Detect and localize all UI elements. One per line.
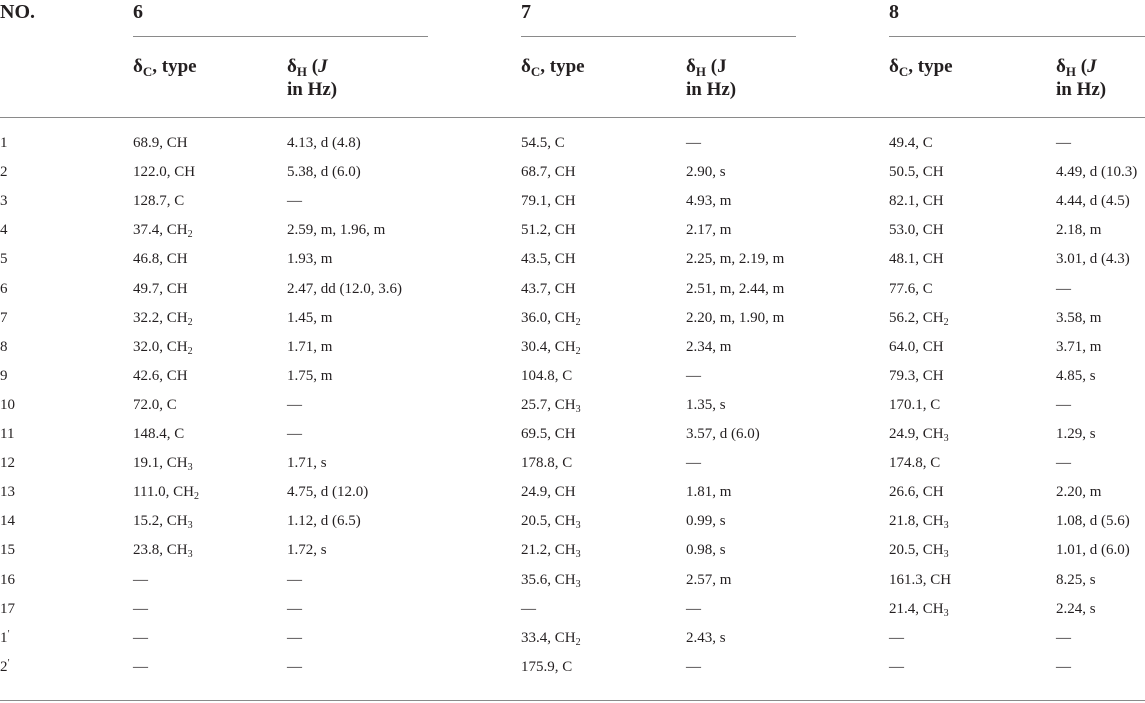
table-row — [0, 310, 1145, 339]
cell-dc-8: 64.0, CH — [889, 338, 944, 355]
cell-dh-8: 2.18, m — [1056, 222, 1102, 239]
table-row — [0, 222, 1145, 251]
cell-dh-7: 2.25, m, 2.19, m — [686, 251, 785, 268]
cell-dh-8: — — [1056, 455, 1071, 472]
cell-dh-6: 1.71, s — [287, 455, 327, 472]
cell-no: 12 — [0, 455, 15, 472]
cell-dh-6: — — [287, 396, 302, 413]
compound-8-rule — [889, 36, 1145, 37]
cell-dc-6: 128.7, C — [133, 193, 185, 210]
cell-dc-6: 46.8, CH — [133, 251, 188, 268]
cell-dh-8: 4.49, d (10.3) — [1056, 164, 1138, 181]
cell-dh-7: — — [686, 367, 701, 384]
cell-dh-8: 1.29, s — [1056, 426, 1096, 442]
subheader-dh-8: $\delta_H$ (J in Hz) — [1056, 56, 1107, 100]
cell-dc-6: 15.2, $CH_3$ — [133, 513, 193, 532]
subheader-dc-6: $\delta_C$, type — [133, 56, 197, 79]
cell-dh-8: — — [1056, 135, 1071, 151]
cell-no: 8 — [0, 338, 8, 355]
cell-no: 2′ — [0, 657, 10, 675]
compound-header-6: 6 — [133, 1, 143, 23]
cell-dc-7: 51.2, CH — [521, 222, 576, 239]
compound-header-8: 8 — [889, 1, 899, 23]
cell-dh-6: 1.72, s — [287, 542, 327, 559]
cell-dh-6: — — [287, 426, 302, 442]
cell-dh-8: 1.01, d (6.0) — [1056, 542, 1130, 559]
table-row — [0, 135, 1145, 164]
cell-no: 10 — [0, 396, 15, 413]
table-row — [0, 397, 1145, 426]
cell-dh-7: 0.99, s — [686, 513, 726, 530]
cell-dh-8: 4.85, s — [1056, 367, 1096, 384]
cell-dh-8: 2.24, s — [1056, 600, 1096, 617]
cell-dc-8: 21.8, $CH_3$ — [889, 513, 949, 532]
column-header-no: NO. — [0, 1, 35, 23]
cell-dc-6: 111.0, $CH_2$ — [133, 484, 199, 503]
table-row — [0, 281, 1145, 310]
cell-dh-6: — — [287, 193, 302, 210]
cell-dh-6: 4.75, d (12.0) — [287, 484, 369, 501]
cell-dc-8: 161.3, CH — [889, 571, 952, 588]
cell-dh-7: — — [686, 600, 701, 617]
cell-dc-6: — — [133, 629, 148, 646]
cell-dh-7: — — [686, 658, 701, 675]
cell-dh-6: 2.47, dd (12.0, 3.6) — [287, 280, 402, 297]
cell-dh-7: 2.90, s — [686, 164, 726, 181]
cell-dc-7: 36.0, $CH_2$ — [521, 309, 581, 328]
table-row — [0, 513, 1145, 542]
cell-dc-7: 69.5, CH — [521, 426, 576, 442]
cell-dh-8: 8.25, s — [1056, 571, 1096, 588]
cell-dh-6: — — [287, 571, 302, 588]
cell-dh-8: — — [1056, 396, 1071, 413]
cell-dc-6: 19.1, $CH_3$ — [133, 455, 193, 474]
subheader-dc-7: $\delta_C$, type — [521, 56, 585, 79]
cell-dc-6: 148.4, C — [133, 426, 185, 442]
cell-dh-6: 4.13, d (4.8) — [287, 135, 361, 151]
cell-dh-8: 1.08, d (5.6) — [1056, 513, 1130, 530]
cell-dc-8: — — [889, 629, 904, 646]
subheader-dh-7: $\delta_H$ (J in Hz) — [686, 56, 737, 100]
cell-dc-6: — — [133, 571, 148, 588]
cell-dc-6: — — [133, 658, 148, 675]
cell-dc-8: 53.0, CH — [889, 222, 944, 239]
cell-dh-6: 1.75, m — [287, 367, 333, 384]
cell-dh-8: 3.71, m — [1056, 338, 1102, 355]
cell-dh-6: 1.45, m — [287, 309, 333, 326]
cell-no: 15 — [0, 542, 15, 559]
cell-dh-7: 3.57, d (6.0) — [686, 426, 760, 442]
cell-dh-8: 3.01, d (4.3) — [1056, 251, 1130, 268]
cell-dc-7: 43.5, CH — [521, 251, 576, 268]
cell-dc-7: — — [521, 600, 536, 617]
cell-dc-7: 33.4, $CH_2$ — [521, 629, 581, 648]
cell-no: 2 — [0, 164, 8, 181]
header-bottom-rule — [0, 117, 1145, 118]
cell-dc-8: 56.2, $CH_2$ — [889, 309, 949, 328]
cell-dc-8: 174.8, C — [889, 455, 941, 472]
table-row — [0, 659, 1145, 688]
cell-dc-6: 122.0, CH — [133, 164, 196, 181]
cell-dh-8: 2.20, m — [1056, 484, 1102, 501]
cell-dc-8: 77.6, C — [889, 280, 933, 297]
subheader-dh-6: $\delta_H$ (J in Hz) — [287, 56, 338, 100]
cell-dh-8: — — [1056, 280, 1071, 297]
cell-no: 16 — [0, 571, 15, 588]
table-row — [0, 193, 1145, 222]
cell-dc-8: 21.4, $CH_3$ — [889, 600, 949, 619]
cell-dc-8: 49.4, C — [889, 135, 933, 151]
cell-dc-6: 32.2, $CH_2$ — [133, 309, 193, 328]
table-row — [0, 542, 1145, 571]
cell-dc-7: 178.8, C — [521, 455, 573, 472]
cell-dc-8: — — [889, 658, 904, 675]
table-row — [0, 426, 1145, 455]
table-row — [0, 630, 1145, 659]
cell-dh-6: 1.71, m — [287, 338, 333, 355]
cell-dh-7: 2.57, m — [686, 571, 732, 588]
cell-dc-7: 54.5, C — [521, 135, 565, 151]
cell-no: 14 — [0, 513, 15, 530]
subheader-dc-8: $\delta_C$, type — [889, 56, 953, 79]
cell-dc-7: 35.6, $CH_3$ — [521, 571, 581, 590]
cell-dc-7: 20.5, $CH_3$ — [521, 513, 581, 532]
cell-dc-6: — — [133, 600, 148, 617]
cell-no: 11 — [0, 426, 15, 442]
cell-no: 13 — [0, 484, 15, 501]
cell-dc-7: 104.8, C — [521, 367, 573, 384]
table-row — [0, 601, 1145, 630]
table-row — [0, 368, 1145, 397]
cell-dc-7: 25.7, $CH_3$ — [521, 396, 581, 415]
cell-dc-7: 43.7, CH — [521, 280, 576, 297]
cell-dh-7: 2.34, m — [686, 338, 732, 355]
cell-dh-6: 1.93, m — [287, 251, 333, 268]
cell-dc-8: 24.9, $CH_3$ — [889, 426, 949, 444]
cell-dh-6: — — [287, 629, 302, 646]
table-bottom-rule — [0, 700, 1145, 701]
cell-dh-8: 4.44, d (4.5) — [1056, 193, 1130, 210]
cell-dh-8: — — [1056, 658, 1071, 675]
cell-dh-8: — — [1056, 629, 1071, 646]
cell-dh-7: — — [686, 135, 701, 151]
cell-dh-7: 4.93, m — [686, 193, 732, 210]
cell-dh-7: — — [686, 455, 701, 472]
cell-dc-8: 50.5, CH — [889, 164, 944, 181]
cell-dc-8: 82.1, CH — [889, 193, 944, 210]
cell-dh-6: 5.38, d (6.0) — [287, 164, 361, 181]
cell-dc-6: 37.4, $CH_2$ — [133, 222, 193, 241]
cell-dc-7: 24.9, CH — [521, 484, 576, 501]
cell-dc-6: 68.9, CH — [133, 135, 188, 151]
cell-dc-7: 30.4, $CH_2$ — [521, 338, 581, 357]
table-row — [0, 339, 1145, 368]
cell-no: 1′ — [0, 628, 10, 646]
table-row — [0, 251, 1145, 280]
table-row — [0, 572, 1145, 601]
cell-dc-7: 68.7, CH — [521, 164, 576, 181]
cell-dc-7: 79.1, CH — [521, 193, 576, 210]
cell-dh-8: 3.58, m — [1056, 309, 1102, 326]
compound-header-7: 7 — [521, 1, 531, 23]
table-row — [0, 455, 1145, 484]
cell-no: 7 — [0, 309, 8, 326]
cell-no: 17 — [0, 600, 15, 617]
cell-dc-6: 32.0, $CH_2$ — [133, 338, 193, 357]
compound-7-rule — [521, 36, 796, 37]
cell-dc-6: 42.6, CH — [133, 367, 188, 384]
cell-dc-7: 175.9, C — [521, 658, 573, 675]
cell-no: 4 — [0, 222, 8, 239]
cell-dh-7: 1.35, s — [686, 396, 726, 413]
cell-no: 9 — [0, 367, 8, 384]
cell-dh-7: 2.20, m, 1.90, m — [686, 309, 785, 326]
cell-dc-6: 49.7, CH — [133, 280, 188, 297]
table-row — [0, 484, 1145, 513]
cell-dh-6: — — [287, 600, 302, 617]
cell-dh-6: — — [287, 658, 302, 675]
cell-no: 6 — [0, 280, 8, 297]
cell-dh-7: 2.43, s — [686, 629, 726, 646]
cell-dh-7: 2.51, m, 2.44, m — [686, 280, 785, 297]
cell-dc-8: 48.1, CH — [889, 251, 944, 268]
cell-no: 1 — [0, 135, 8, 151]
cell-dc-7: 21.2, $CH_3$ — [521, 542, 581, 561]
table-row — [0, 164, 1145, 193]
cell-dc-6: 72.0, C — [133, 396, 177, 413]
cell-dh-7: 0.98, s — [686, 542, 726, 559]
cell-dc-8: 26.6, CH — [889, 484, 944, 501]
cell-no: 3 — [0, 193, 8, 210]
compound-6-rule — [133, 36, 428, 37]
cell-dc-8: 170.1, C — [889, 396, 941, 413]
cell-dh-7: 1.81, m — [686, 484, 732, 501]
cell-no: 5 — [0, 251, 8, 268]
cell-dc-8: 79.3, CH — [889, 367, 944, 384]
cell-dc-8: 20.5, $CH_3$ — [889, 542, 949, 561]
cell-dh-6: 2.59, m, 1.96, m — [287, 222, 386, 239]
cell-dc-6: 23.8, $CH_3$ — [133, 542, 193, 561]
cell-dh-6: 1.12, d (6.5) — [287, 513, 361, 530]
cell-dh-7: 2.17, m — [686, 222, 732, 239]
